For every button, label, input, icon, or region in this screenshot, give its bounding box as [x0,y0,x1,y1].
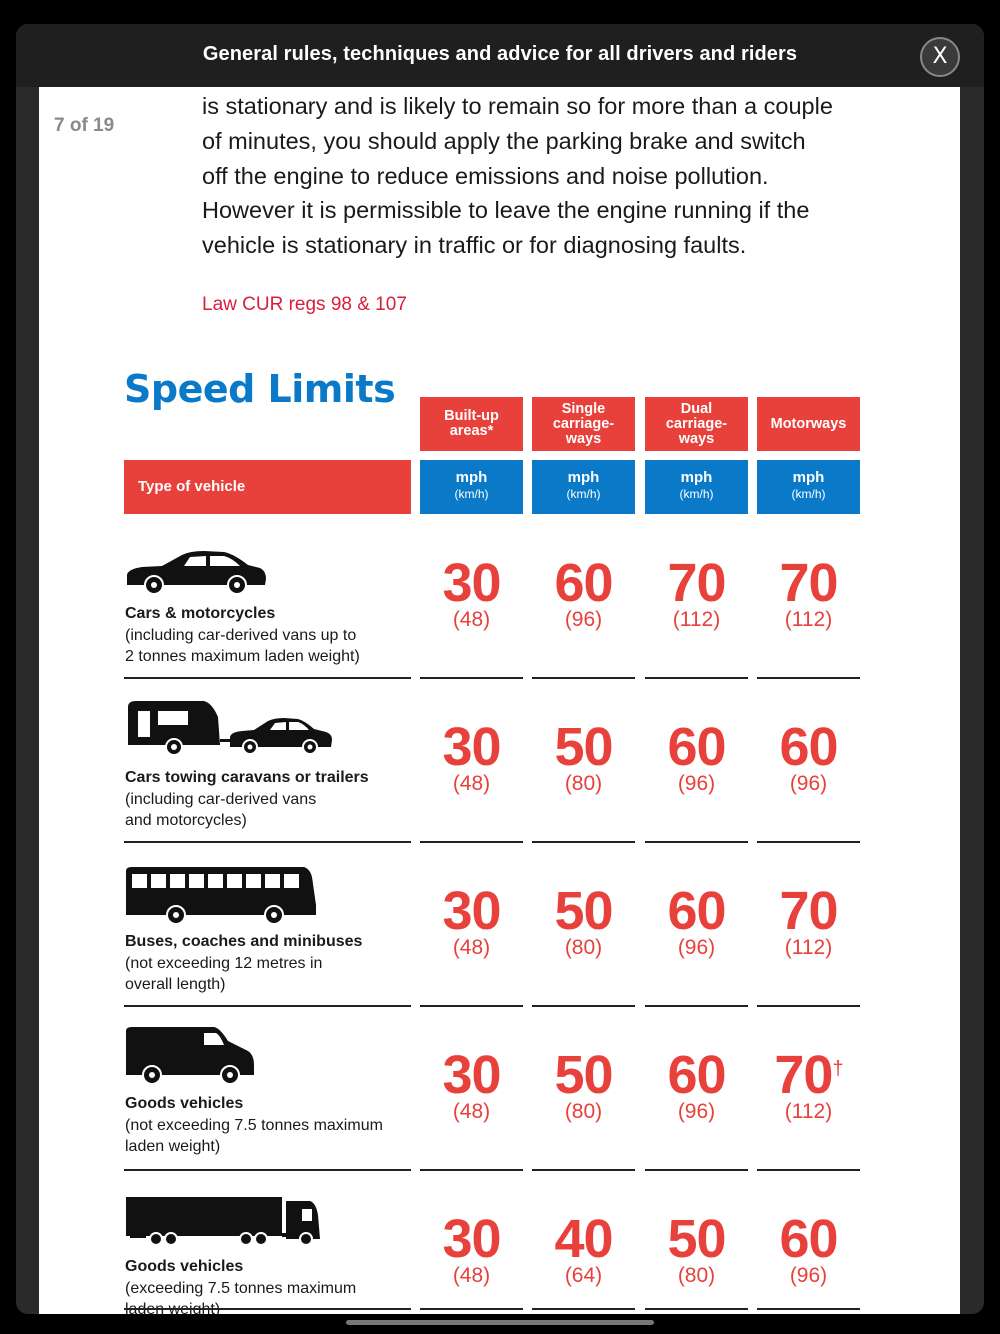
speed-limits-heading: Speed Limits [124,367,396,411]
vehicle-name: Goods vehicles [125,1095,244,1112]
mph-value: 30 [442,1045,501,1105]
limit-built-up [420,717,523,796]
mph-number: 70 [774,1045,833,1105]
mph-value: 70 [779,881,838,941]
vehicle-name: Cars towing caravans or trailers [125,769,369,786]
bus-icon [124,865,319,927]
col-header-built-up [420,397,523,451]
row-divider [124,1308,411,1310]
mph-value: 60 [554,553,613,613]
kmh-value: (96) [677,772,716,795]
limit-dual [645,881,748,960]
table-row [39,515,960,679]
limit-dual [645,717,748,796]
vehicle-description [125,790,415,831]
unit-header [645,460,748,514]
limit-single [532,553,635,632]
col-header-single [532,397,635,451]
limit-motorway [757,717,860,796]
mph-value: 60 [667,1045,726,1105]
limit-single [532,1209,635,1288]
kmh-value: (80) [564,936,603,959]
unit-kmh: (km/h) [791,487,826,501]
kmh-value: (96) [677,936,716,959]
row-divider [532,1308,635,1310]
unit-mph: mph [455,469,488,486]
vehicle-description-line: (exceeding 7.5 tonnes maximum [125,1280,357,1297]
law-reference-link[interactable]: Law CUR regs 98 & 107 [202,294,407,315]
mph-value: 70 [779,553,838,613]
document-page[interactable] [39,87,960,1314]
limit-motorway [757,1209,860,1288]
car-icon [124,547,269,599]
kmh-value: (48) [452,1100,491,1123]
kmh-value: (96) [789,1264,828,1287]
dagger-footnote-mark: † [832,1058,843,1080]
mph-value: 50 [554,1045,613,1105]
kmh-value: (48) [452,608,491,631]
limit-built-up [420,1209,523,1288]
vehicle-description-line: laden weight) [125,1137,221,1155]
limit-dual [645,553,748,632]
vehicle-description-line: 2 tonnes maximum laden weight) [125,647,360,665]
vehicle-description-line: and motorcycles) [125,811,247,829]
limit-single [532,881,635,960]
mph-value: 30 [442,881,501,941]
vehicle-description-line: (not exceeding 7.5 tonnes maximum [125,1117,383,1134]
mph-value: 50 [554,881,613,941]
kmh-value: (112) [784,1100,833,1123]
col-header-dual [645,397,748,451]
title-bar [16,24,984,87]
kmh-value: (112) [672,608,721,631]
mph-value: 60 [667,717,726,777]
body-line: of minutes, you should apply the parking brake and switch [202,127,806,154]
vehicle-description [125,954,415,995]
vehicle-description [125,1116,415,1157]
kmh-value: (112) [784,936,833,959]
limit-motorway [757,1045,860,1124]
body-paragraph [202,89,902,263]
vehicle-description-line [125,1300,415,1315]
limit-dual [645,1209,748,1288]
vehicle-description-line: (including car-derived vans [125,791,317,808]
table-row [39,1007,960,1171]
kmh-value: (80) [564,1100,603,1123]
limit-motorway [757,553,860,632]
kmh-value: (48) [452,936,491,959]
home-indicator[interactable] [346,1320,654,1325]
vehicle-name: Cars & motorcycles [125,605,276,622]
vehicle-description-line: (including car-derived vans up to [125,627,357,644]
row-divider [420,1308,523,1310]
kmh-value: (112) [784,608,833,631]
mph-value: 60 [779,717,838,777]
kmh-value: (80) [677,1264,716,1287]
table-row [39,679,960,843]
row-divider [757,1308,860,1310]
vehicle-description [125,626,415,667]
body-line: vehicle is stationary in traffic or for diagnosing faults. [202,232,747,259]
vehicle-description-line: (not exceeding 12 metres in [125,955,323,972]
kmh-value: (80) [564,772,603,795]
col-header-motorways [757,397,860,451]
col-header-label: Built-up areas* [444,408,499,439]
car-towing-caravan-icon [124,699,339,761]
vehicle-description-line: overall length) [125,975,226,993]
mph-value: 40 [554,1209,613,1269]
unit-mph: mph [680,469,713,486]
vehicle-name: Goods vehicles [125,1258,244,1275]
unit-kmh: (km/h) [454,487,489,501]
mph-value: 30 [442,717,501,777]
kmh-value: (48) [452,772,491,795]
limit-single [532,1045,635,1124]
window-title: General rules, techniques and advice for all drivers and riders [202,43,798,65]
col-header-label: Dual carriage-ways [665,400,728,447]
kmh-value: (96) [564,608,603,631]
close-button[interactable]: X [920,37,960,77]
body-line: However it is permissible to leave the engine running if the [202,197,810,224]
mph-value: 60 [779,1209,838,1269]
mph-value [757,1045,860,1105]
mph-value: 50 [667,1209,726,1269]
limit-built-up [420,1045,523,1124]
lorry-icon [124,1195,324,1253]
type-of-vehicle-header: Type of vehicle [124,460,411,514]
limit-motorway [757,881,860,960]
unit-kmh: (km/h) [566,487,601,501]
body-line: off the engine to reduce emissions and noise pollution. [202,162,769,189]
unit-mph: mph [792,469,825,486]
document-viewer-modal [16,24,984,1314]
mph-value: 50 [554,717,613,777]
unit-header [420,460,523,514]
kmh-value: (96) [677,1100,716,1123]
page-counter: 7 of 19 [54,115,115,136]
kmh-value: (64) [564,1264,603,1287]
unit-kmh: (km/h) [679,487,714,501]
mph-value: 30 [442,553,501,613]
kmh-value: (96) [789,772,828,795]
col-header-label: Single carriage-ways [552,400,615,447]
vehicle-name: Buses, coaches and minibuses [125,933,363,950]
table-row [39,1171,960,1314]
limit-dual [645,1045,748,1124]
mph-value: 70 [667,553,726,613]
kmh-value: (48) [452,1264,491,1287]
mph-value: 30 [442,1209,501,1269]
unit-mph: mph [567,469,600,486]
body-line: is stationary and is likely to remain so for more than a couple [202,93,833,119]
table-row [39,843,960,1007]
van-icon [124,1025,259,1089]
mph-value: 60 [667,881,726,941]
limit-built-up [420,881,523,960]
unit-header [757,460,860,514]
limit-built-up [420,553,523,632]
col-header-label: Motorways [770,415,847,432]
limit-single [532,717,635,796]
unit-header [532,460,635,514]
row-divider [645,1308,748,1310]
